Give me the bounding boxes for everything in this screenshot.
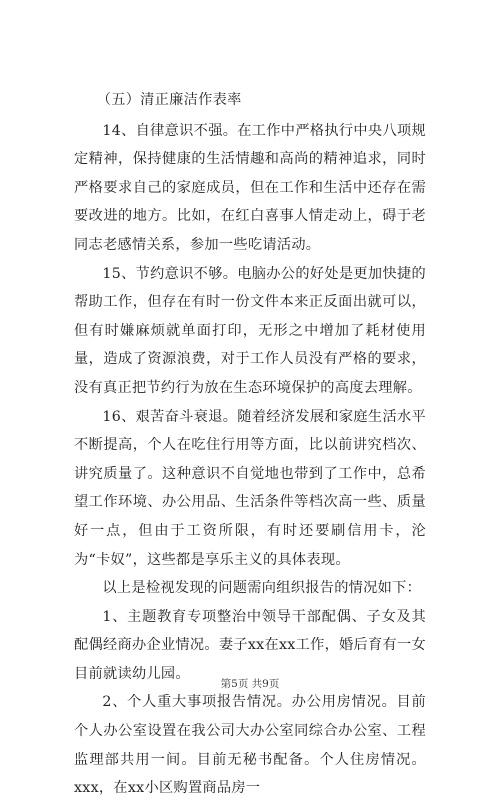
page-number-footer: 第5页 共9页 [220, 678, 280, 690]
paragraph-15-frugality: 15、节约意识不够。电脑办公的好处是更加快捷的帮助工作，但存在有时一份文件本来正反面出就可以，但有时嫌麻烦就单面打印，无形之中增加了耗材使用量，造成了资源浪费，对于工作人员没有严格的要求，没有真正把节约行为放在生态环境保护的高度去理解。 [74, 265, 426, 396]
paragraph-16-hard-work: 16、艰苦奋斗衰退。随着经济发展和家庭生活水平不断提高，个人在吃住行用等方面，比以前讲究档次、讲究质量了。这种意识不自觉地也带到了工作中，总希望工作环境、办公用品、生活条件等档次高一些、质量好一点，但由于工资所限，有时还要刷信用卡，沦为“卡奴”，这些都是享乐主义的具体表现。 [74, 408, 426, 568]
paragraph-14-self-discipline: 14、自律意识不强。在工作中严格执行中央八项规定精神，保持健康的生活情趣和高尚的精神追求，同时严格要求自己的家庭成员，但在工作和生活中还存在需要改进的地方。比如，在红白喜事人情走动上，碍于老同志老感情关系，参加一些吃请活动。 [74, 122, 426, 253]
paragraph-report-item-2: 2、个人重大事项报告情况。办公用房情况。目前个人办公室设置在我公司大办公室同综合办公室、工程监理部共用一间。目前无秘书配备。个人住房情况。xxx，在xx小区购置商品房一 [74, 694, 426, 797]
document-body [74, 86, 426, 803]
section-heading: （五）清正廉洁作表率 [96, 92, 242, 108]
paragraph-report-item-1: 1、主题教育专项整治中领导干部配偶、子女及其配偶经商办企业情况。妻子xx在xx工作，婚后育有一女目前就读幼儿园。 [74, 608, 426, 682]
paragraph-report-intro: 以上是检视发现的问题需向组织报告的情况如下： [102, 580, 422, 597]
